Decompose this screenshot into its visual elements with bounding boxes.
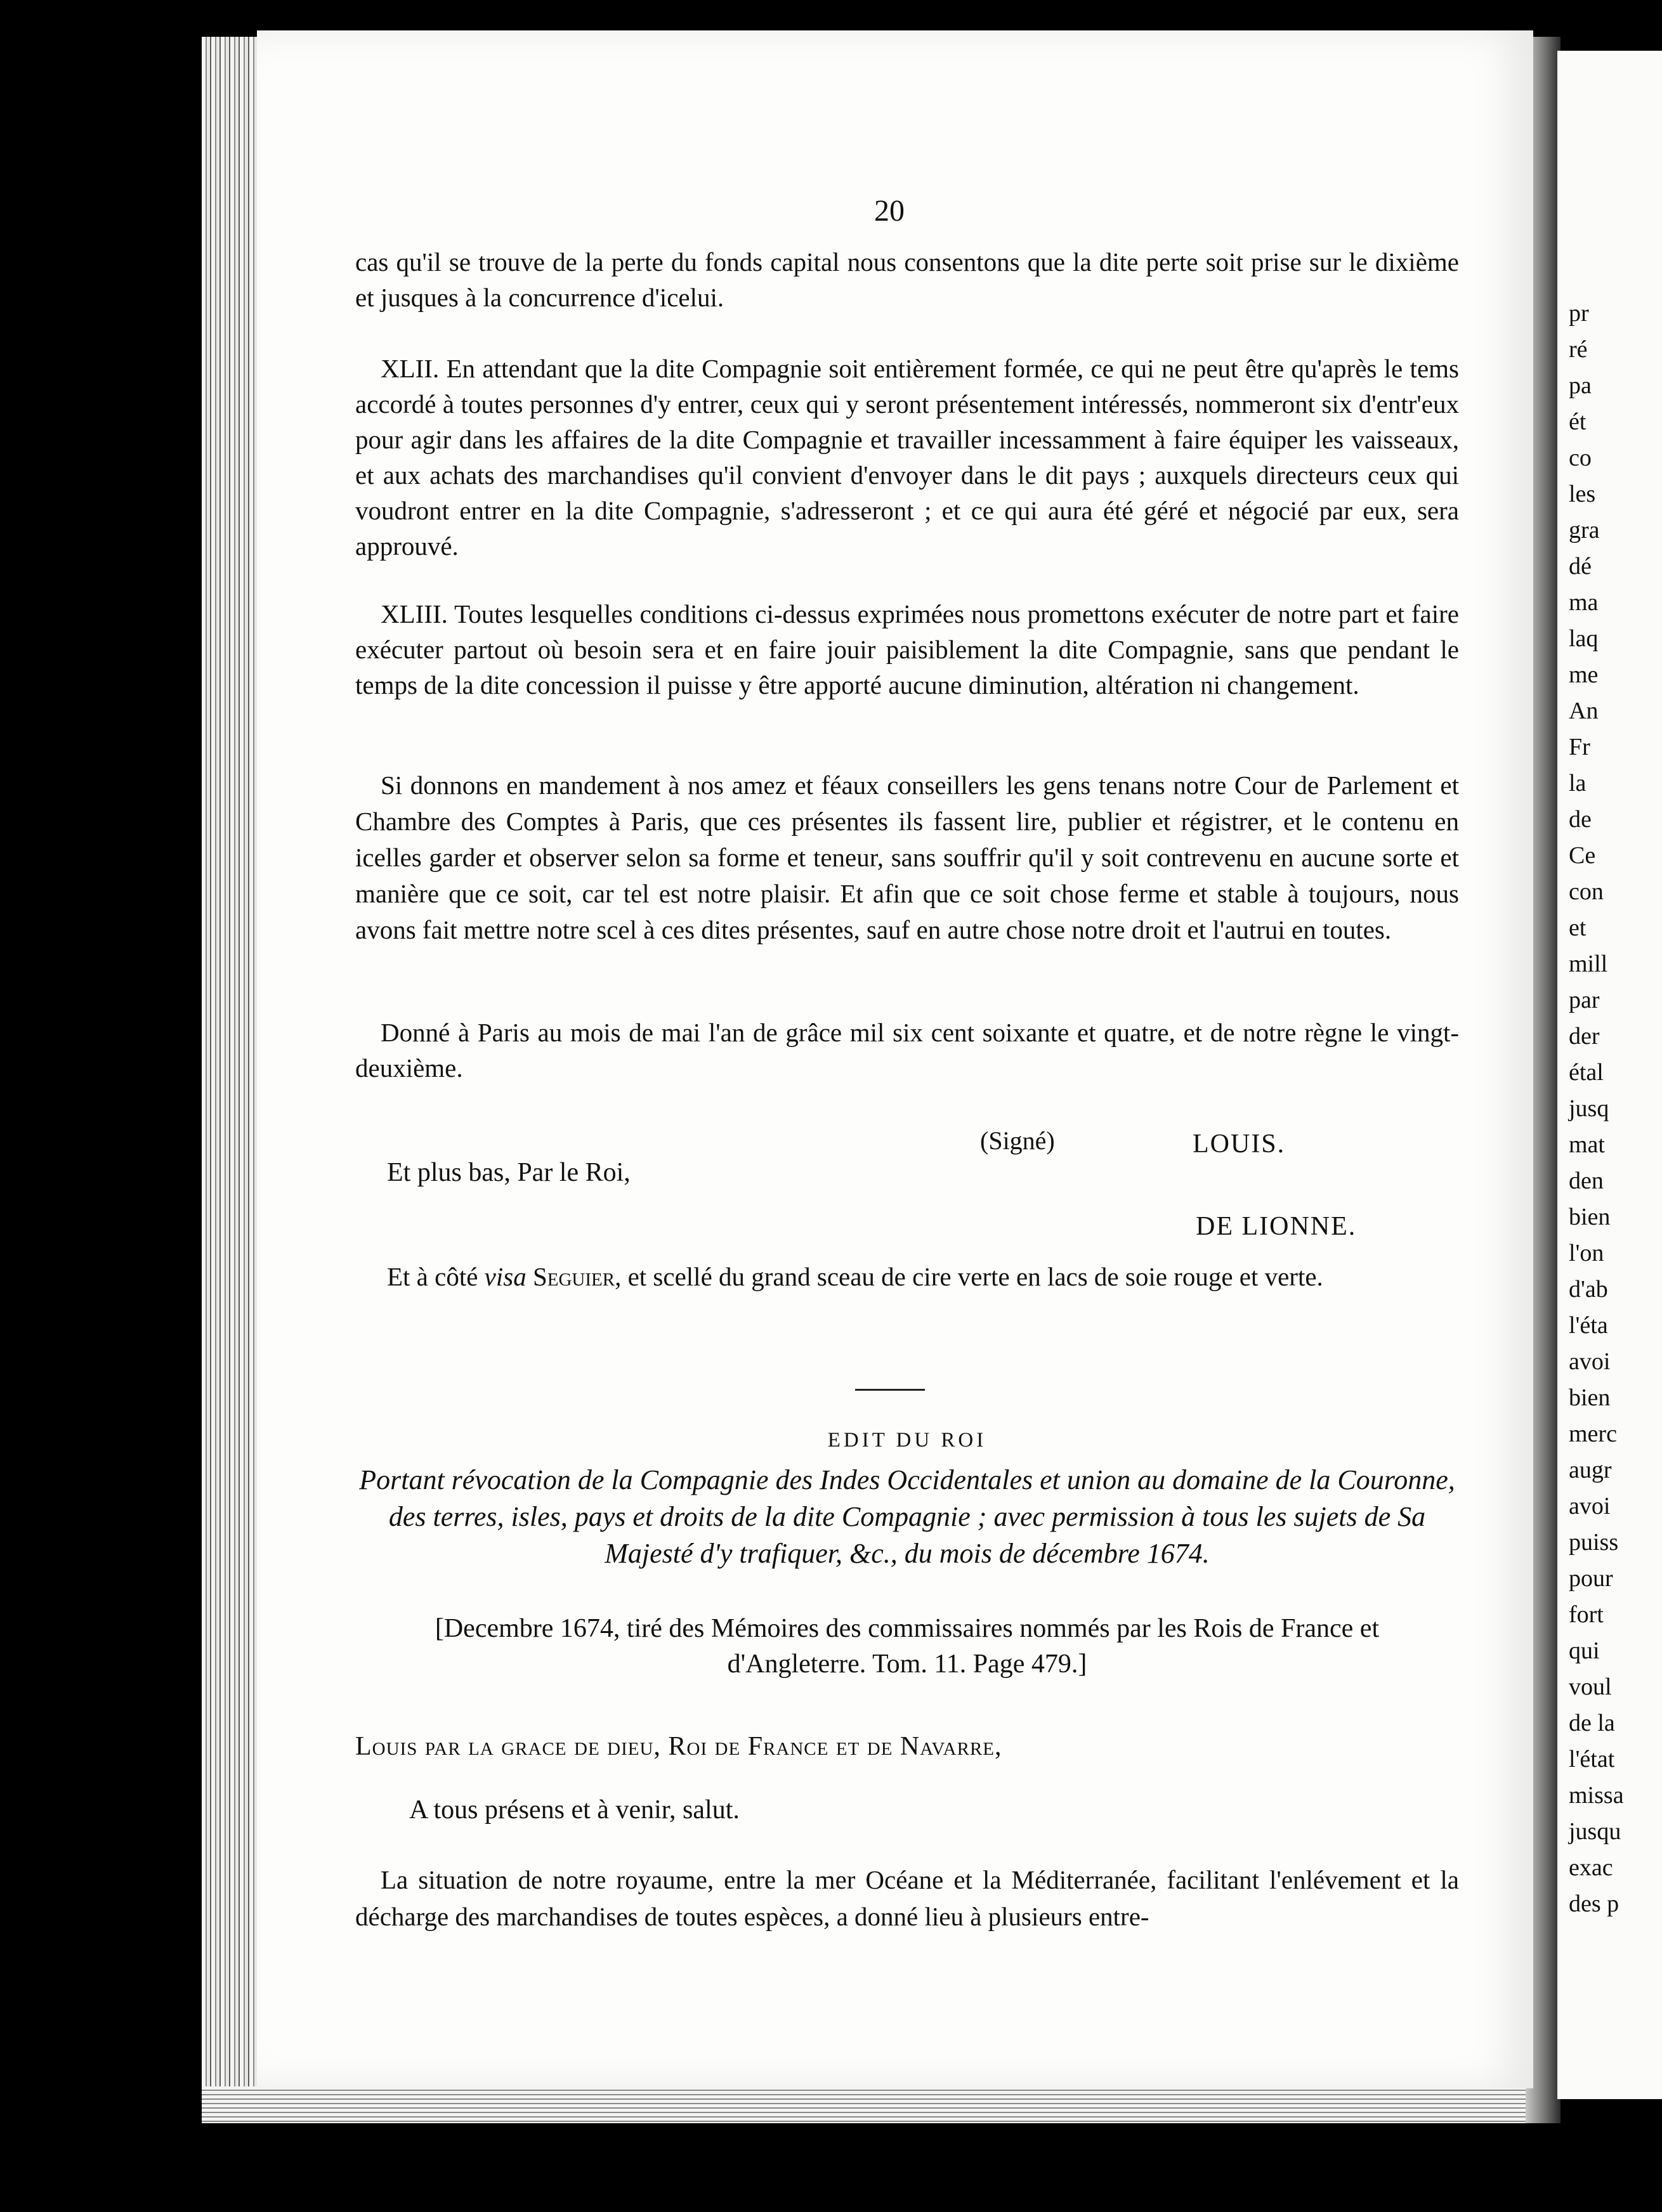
book-page-edges xyxy=(202,37,259,2120)
facing-page-line: avoi xyxy=(1569,1493,1611,1519)
facing-page-line: l'éta xyxy=(1569,1312,1608,1339)
facing-page-line: ré xyxy=(1569,336,1588,363)
facing-page-line: la xyxy=(1569,770,1587,797)
facing-page-line: augr xyxy=(1569,1457,1612,1483)
facing-page-line: mat xyxy=(1569,1131,1605,1158)
book-bottom-edges xyxy=(202,2086,1534,2123)
plus-bas-line: Et plus bas, Par le Roi, xyxy=(387,1158,631,1187)
facing-page-line: jusqu xyxy=(1569,1818,1621,1845)
visa-word: visa xyxy=(484,1262,527,1291)
facing-page-line: gra xyxy=(1569,517,1600,543)
facing-page-line: ma xyxy=(1569,589,1599,616)
edit-title: EDIT DU ROI xyxy=(827,1429,987,1452)
facing-page-line: avoi xyxy=(1569,1348,1611,1375)
facing-page-line: Ce xyxy=(1569,842,1596,869)
facing-page-line: des p xyxy=(1569,1890,1619,1917)
facing-page-line: par xyxy=(1569,987,1600,1013)
visa-prefix: Et à côté xyxy=(387,1262,478,1291)
facing-page-line: et xyxy=(1569,914,1587,941)
facing-page-line: pour xyxy=(1569,1565,1613,1592)
visa-seguier: Seguier xyxy=(532,1262,615,1291)
signature-louis: LOUIS. xyxy=(1193,1129,1286,1159)
facing-page-line: Fr xyxy=(1569,734,1590,760)
facing-page-line: fort xyxy=(1569,1601,1604,1628)
facing-page-line: con xyxy=(1569,878,1604,905)
facing-page-line: pr xyxy=(1569,300,1589,327)
paragraph-article-xliii: XLIII. Toutes lesquelles conditions ci-dessus exprimées nous promettons exécuter de notre part et faire exécuter partout où besoin sera et en faire jouir paisiblement la dite Compagnie, sans que pendant le temps de la dite concession il puisse y être apporté aucune diminution, altération ni changement. xyxy=(355,599,1459,699)
facing-page-line: d'ab xyxy=(1569,1276,1608,1303)
paragraph-mandement: Si donnons en mandement à nos amez et féaux conseillers les gens tenans notre Cour de Parlement et Chambre des Comptes à Paris, que ces présentes ils fassent lire, publier et régistrer, et le contenu en icelles garder et observer selon sa forme et teneur, sans souffrir qu'il y soit contrevenu en aucune sorte et manière que ce soit, car tel est notre plaisir. Et afin que ce soit chose ferme et stable à toujours, nous avons fait mettre notre scel à ces dites présentes, sauf en autre chose notre droit et l'autrui en toutes. xyxy=(355,771,1459,944)
facing-page-line: l'état xyxy=(1569,1746,1615,1773)
facing-page-line: de xyxy=(1569,806,1592,833)
facing-page-line: An xyxy=(1569,698,1599,724)
paragraph-situation: La situation de notre royaume, entre la mer Océane et la Méditerranée, facilitant l'enlévement et la décharge des marchandises de toutes espèces, a donné lieu à plusieurs entre- xyxy=(355,1865,1459,1931)
salutation: A tous présens et à venir, salut. xyxy=(409,1795,740,1825)
visa-rest: , et scellé du grand sceau de cire verte en lacs de soie rouge et verte. xyxy=(615,1262,1323,1291)
facing-page-line: de la xyxy=(1569,1710,1615,1736)
page-number: 20 xyxy=(874,194,905,228)
facing-page-line: ét xyxy=(1569,408,1587,435)
facing-page-fragment xyxy=(1557,51,1662,2099)
signe-label: (Signé) xyxy=(980,1126,1055,1155)
visa-paragraph xyxy=(355,1259,1459,1294)
edit-subtitle: Portant révocation de la Compagnie des Indes Occidentales et union au domaine de la Couronne, des terres, isles, pays et droits de la dite Compagnie ; avec permission à tous les sujets de Sa Majesté d'y trafiquer, &c., du mois de décembre 1674. xyxy=(359,1464,1455,1569)
royal-address: Louis par la grace de dieu, Roi de France et de Navarre, xyxy=(355,1732,1002,1761)
facing-page-line: den xyxy=(1569,1168,1604,1194)
facing-page-line: laq xyxy=(1569,625,1599,652)
facing-page-line: jusq xyxy=(1569,1095,1609,1122)
paragraph-cas: cas qu'il se trouve de la perte du fonds capital nous consentons que la dite perte soit prise sur le dixième et jusques à la concurrence d'icelui. xyxy=(355,247,1459,312)
facing-page-line: missa xyxy=(1569,1782,1624,1809)
facing-page-line: exac xyxy=(1569,1854,1613,1881)
edit-citation xyxy=(355,1611,1459,1682)
facing-page-line: étal xyxy=(1569,1059,1604,1086)
facing-page-line: der xyxy=(1569,1023,1600,1050)
facing-page-line: les xyxy=(1569,481,1596,507)
facing-page-line: bien xyxy=(1569,1384,1611,1411)
facing-page-line: bien xyxy=(1569,1204,1611,1230)
citation-line-1: [Decembre 1674, tiré des Mémoires des commissaires nommés par les Rois de France et xyxy=(435,1614,1380,1643)
facing-page-line: voul xyxy=(1569,1674,1612,1700)
facing-page-line: puiss xyxy=(1569,1529,1619,1556)
facing-page-line: l'on xyxy=(1569,1240,1604,1266)
facing-page-line: mill xyxy=(1569,951,1608,977)
facing-page-line: me xyxy=(1569,661,1599,688)
facing-page-line: merc xyxy=(1569,1421,1617,1447)
facing-page-line: co xyxy=(1569,445,1592,471)
citation-line-2: d'Angleterre. Tom. 11. Page 479.] xyxy=(727,1649,1087,1679)
facing-page-line: qui xyxy=(1569,1637,1600,1664)
facing-page-line: pa xyxy=(1569,372,1592,399)
facing-page-line: dé xyxy=(1569,553,1592,580)
paragraph-article-xlii: XLII. En attendant que la dite Compagnie soit entièrement formée, ce qui ne peut être qu'après le tems accordé à toutes personnes d'y entrer, ceux qui y seront présentement intéressés, nommeront six d'entr'eux pour agir dans les affaires de la dite Compagnie et travailler incessamment à faire équiper les vaisseaux, et aux achats des marchandises qu'il convient d'envoyer dans le dit pays ; auxquels directeurs ceux qui voudront entrer en la dite Compagnie, s'adresseront ; et ce qui aura été géré et négocié par eux, sera approuvé. xyxy=(355,354,1459,561)
paragraph-donne: Donné à Paris au mois de mai l'an de grâce mil six cent soixante et quatre, et de notre règne le vingt-deuxième. xyxy=(355,1018,1459,1083)
signature-de-lionne: DE LIONNE. xyxy=(1196,1212,1357,1241)
section-divider xyxy=(855,1389,925,1391)
